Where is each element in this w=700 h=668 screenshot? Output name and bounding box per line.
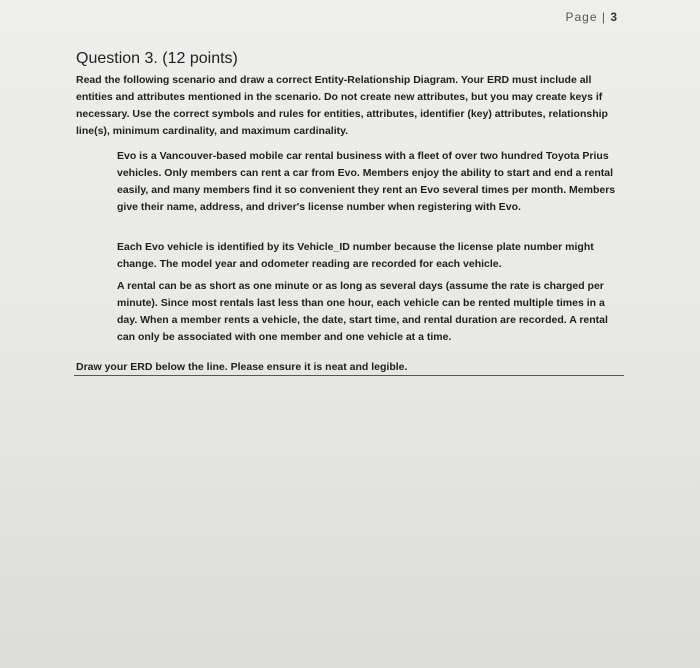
page-separator: | [601,10,611,24]
question-instructions: Read the following scenario and draw a correct Entity-Relationship Diagram. Your ERD must include all entities and attributes mentioned in the scenario. Do not create new attributes, but you may create keys if necessary. Use the correct symbols and rules for entities, attributes, identifier (key) attributes, relationship line(s), minimum cardinality, and maximum cardinality. [76,74,608,137]
draw-instruction: Draw your ERD below the line. Please ensure it is neat and legible. [76,361,408,373]
page-label: Page [565,10,598,24]
question-title: Question 3. (12 points) [76,50,238,67]
answer-divider-line [74,375,624,376]
scenario-paragraph-members: Evo is a Vancouver-based mobile car rental business with a fleet of over two hundred Toyota Prius vehicles. Only members can rent a car from Evo. Members enjoy the ability to start and end a rental easily, and many members find it so convenient they rent an Evo several times per month. Members give their name, address, and driver's license number when registering with Evo. [117,150,616,213]
scenario-paragraph-rentals: A rental can be as short as one minute or as long as several days (assume the rate is charged per minute). Since most rentals last less than one hour, each vehicle can be rented multiple times in a day. When a member rents a vehicle, the date, start time, and rental duration are recorded. A rental can only be associated with one member and one vehicle at a time. [117,280,608,343]
page-number [565,10,618,24]
page-number-value: 3 [610,10,618,24]
scenario-paragraph-vehicles: Each Evo vehicle is identified by its Vehicle_ID number because the license plate number might change. The model year and odometer reading are recorded for each vehicle. [117,241,594,270]
